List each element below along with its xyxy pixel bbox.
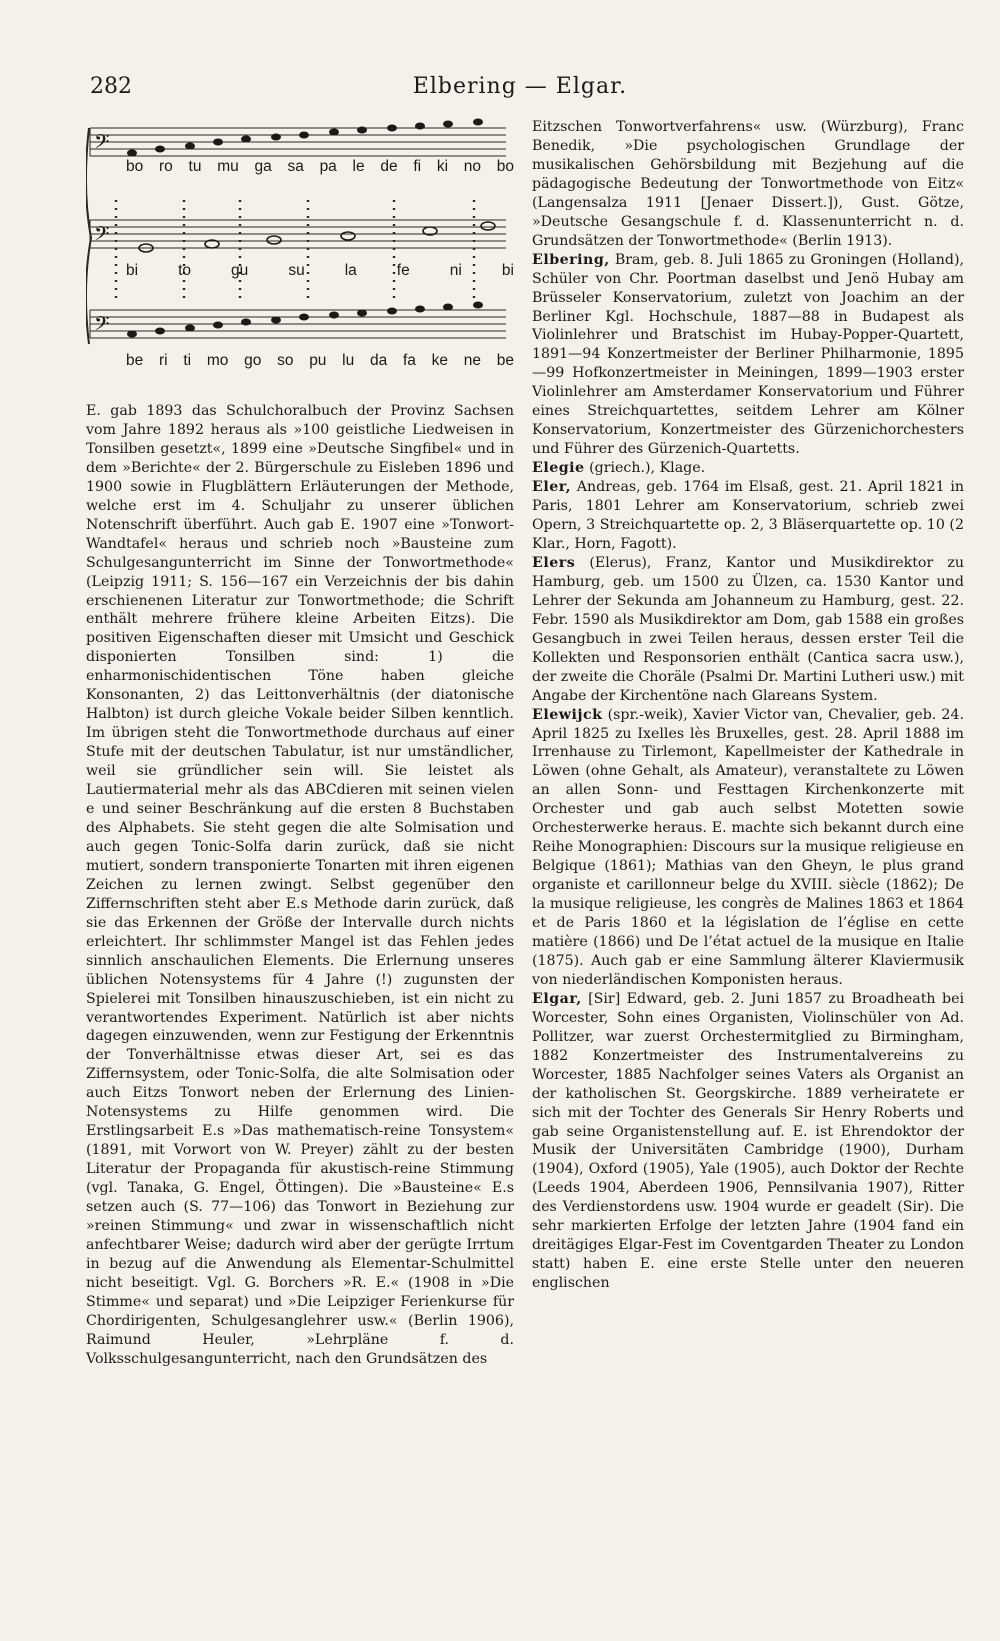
entry-elgar: [532, 990, 964, 1293]
syllable: su: [288, 262, 305, 279]
entry-elbering: [532, 251, 964, 459]
syllable: no: [463, 158, 482, 175]
syllable: mo: [206, 352, 229, 369]
entry-text: (spr.-weik), Xavier Victor van, Chevalier, geb. 24. April 1825 zu Ixelles lès Bruxelles, gest. 28. April 1888 im Irrenhause zu Tirlemont, Kapellmeister der Kathedrale in Löwen (ohne Gehalt, als Amateur), veranstaltete zu Löwen an allen Sonn- und Festtagen Kirchenkonzerte mit Orchester und gab auch selbst Motetten sowie Orchesterwerke heraus. E. machte sich bekannt durch eine Reihe Monographien: Discours sur la musique religieuse en Belgique (1861); Mathias van den Gheyn, le plus grand organiste et carillonneur belge du XVIII. siècle (1862); De la musique religieuse, les congrès de Malines 1863 et 1864 et de Paris 1860 et la législation de l’église en cette matière (1866) und De l’état actuel de la musique en Italie (1875). Auch gab er eine Sammlung älterer Klaviermusik von niederländischen Komponisten heraus.: [532, 706, 964, 988]
syllable: go: [244, 352, 262, 369]
entry-headword: Elegie: [532, 460, 585, 477]
syllable: to: [178, 262, 192, 279]
syllable: mu: [217, 158, 239, 175]
syllable: bo: [126, 158, 144, 175]
page-header: [80, 74, 960, 104]
svg-text:𝄢: 𝄢: [94, 222, 110, 250]
entry-headword: Elewijck: [532, 706, 603, 723]
syllable: bi: [126, 262, 139, 279]
syllable: ro: [158, 158, 173, 175]
syllable-row-3: [126, 352, 514, 371]
entry-headword: Elers: [532, 554, 576, 571]
syllable: be: [496, 352, 514, 369]
entry-text: (Elerus), Franz, Kantor und Musikdirektor zu Hamburg, geb. um 1500 zu Ülzen, ca. 1530 Kantor und Lehrer der Sekunda am Johanneum zu Hamburg, gest. 22. Febr. 1590 als Musikdirektor am Dom, gab 1588 ein großes Gesangbuch in zwei Teilen heraus, dessen erster Teil die Kollekten und Responsorien enthält (Cantica sacra usw.), der zweite die Choräle (Psalmi Dr. Martini Lutheri usw.) mit Angabe der Kirchentöne nach Glareans System.: [532, 554, 964, 704]
svg-text:𝄢: 𝄢: [94, 312, 110, 340]
syllable: le: [352, 158, 365, 175]
syllable: de: [380, 158, 398, 175]
syllable-row-2: [126, 262, 514, 281]
entry-text: Bram, geb. 8. Juli 1865 zu Groningen (Holland), Schüler von Chr. Poortman daselbst und Jenö Hubay am Brüsseler Konservatorium, zuletzt von Joachim an der Berliner Kgl. Hochschule, 1887—88 in Budapest als Violinlehrer und Bratschist im Hubay-Popper-Quartett, 1891—94 Konzertmeister der Berliner Philharmonie, 1895—99 Hofkonzertmeister in Meiningen, 1899—1903 erster Violinlehrer am Amsterdamer Konservatorium und Führer eines Streichquartettes, seitdem Lehrer am Kölner Konservatorium, Konzertmeister des Gürzenichorchesters und Führer des Gürzenich-Quartetts.: [532, 251, 964, 458]
page-number: 282: [90, 74, 132, 99]
syllable: pu: [309, 352, 327, 369]
left-column: [86, 118, 514, 1369]
svg-text:𝄢: 𝄢: [94, 130, 110, 158]
entry-text: Andreas, geb. 1764 im Elsaß, gest. 21. April 1821 in Paris, 1801 Lehrer am Konservatorium, schrieb zwei Opern, 3 Streichquartette op. 2, 3 Bläserquartette op. 10 (2 Klar., Horn, Fagott).: [532, 479, 964, 552]
syllable: fi: [413, 158, 422, 175]
entry-text: (griech.), Klage.: [589, 460, 706, 477]
syllable: pa: [319, 158, 337, 175]
syllable: lu: [342, 352, 355, 369]
syllable: ni: [449, 262, 462, 279]
entry-text: [Sir] Edward, geb. 2. Juni 1857 zu Broadheath bei Worcester, Sohn eines Organisten, Violinschüler von Ad. Pollitzer, war zuerst Orchestermitglied zu Birmingham, 1882 Konzertmeister des Instrumentalvereins zu Worcester, 1885 Nachfolger seines Vaters als Organist an der katholischen St. Georgskirche. 1889 verheiratete er sich mit der Tochter des Generals Sir Henry Roberts und gab seine Organistenstellung auf. E. ist Ehrendoktor der Musik der Universitäten Cambridge (1900), Durham (1904), Oxford (1905), Yale (1905), auch Doktor der Rechte (Leeds 1904, Aberdeen 1906, Pennsilvania 1907), Ritter des Verdienstordens usw. 1904 wurde er geadelt (Sir). Die sehr markierten Erfolge der letzten Jahre (1904 fand ein dreitägiges Elgar-Fest im Coventgarden Theater zu London statt) haben E. eine erste Stelle unter den neueren englischen: [532, 990, 965, 1292]
entry-eler: [532, 478, 964, 554]
syllable: fa: [402, 352, 416, 369]
running-head: Elbering — Elgar.: [412, 74, 628, 99]
entry-elers: [532, 554, 964, 706]
body-paragraph: E. gab 1893 das Schulchoralbuch der Provinz Sachsen vom Jahre 1892 heraus als »100 geistliche Liedweisen in Tonsilben gesetzt«, 1899 eine »Deutsche Singfibel« und in dem »Berichte« der 2. Bürgerschule zu Eisleben 1896 und 1900 sowie in Flugblättern Erläuterungen der Methode, welche erst im 4. Schuljahr zu unserer üblichen Notenschrift überführt. Auch gab E. 1907 eine »Tonwort-Wandtafel« heraus und schrieb noch »Bausteine zum Schulgesangunterricht im Sinne der Tonwortmethode« (Leipzig 1911; S. 156—167 ein Verzeichnis der bis dahin erschienenen Literatur zur Tonwortmethode; die Schrift enthält mehrere frühere kleine Arbeiten Eitzs). Die positiven Eigenschaften dieser mit Umsicht und Geschick disponierten Tonsilben sind: 1) die enharmonischidentischen Töne haben gleiche Konsonanten, 2) das Leittonverhältnis (der diatonische Halbton) ist durch gleiche Vokale beider Silben kenntlich. Im übrigen steht die Tonwortmethode durchaus auf einer Stufe mit der deutschen Tabulatur, ist nur umständlicher, weil sie gründlicher sein will. Sie leistet als Lautiermaterial mehr als das ABCdieren mit seinen vielen e und seiner Beschränkung auf die ersten 8 Buchstaben des Alphabets. Sie steht gegen die alte Solmisation und auch gegen Tonic-Solfa darin zurück, daß sie nicht mutiert, sondern transponierte Tonarten mit ihren eigenen Zeichen zu lernen zwingt. Selbst gegenüber den Ziffernschriften steht aber E.s Methode darin zurück, daß sie das Erkennen der Größe der Intervalle durch nichts erleichtert. Ihr schlimmster Mangel ist das Fehlen jedes sinnlich anschaulichen Elements. Die Erlernung unseres üblichen Notensystems für 4 Jahre (!) zugunsten der Spielerei mit Tonsilben hinauszuschieben, ist ein nicht zu verantwortendes Experiment. Natürlich ist aber nichts dagegen einzuwenden, wenn zur Festigung der Erkenntnis der Tonverhältnisse etwas dieser Art, sei es das Ziffernsystem, oder Tonic-Solfa, die alte Solmisation oder auch Eitzs Tonwort neben der Erlernung des Linien-Notensystems zu Hilfe genommen wird. Die Erstlingsarbeit E.s »Das mathematisch-reine Tonsystem« (1891, mit Vorwort von W. Preyer) zählt zu der besten Literatur der Propaganda für akustisch-reine Stimmung (vgl. Tanaka, G. Engel, Öttingen). Die »Bausteine« E.s setzen auch (S. 77—106) das Tonwort in Beziehung zur »reinen Stimmung« und zwar in wissenschaftlich nicht anfechtbarer Weise; dadurch wird aber der gerügte Irrtum in bezug auf die Anwendung als Elementar-Schulmittel nicht beseitigt. Vgl. G. Borchers »R. E.« (1908 in »Die Stimme« und separat) und »Die Leipziger Ferienkurse für Chordirigenten, Schulgesanglehrer usw.« (Berlin 1906), Raimund Heuler, »Lehrpläne f. d. Volksschulgesangunterricht, nach den Grundsätzen des: [86, 403, 514, 1367]
entry-headword: Elbering,: [532, 251, 610, 268]
syllable: gu: [231, 262, 249, 279]
music-example: [86, 118, 514, 396]
syllable: bo: [496, 158, 514, 175]
syllable: ne: [463, 352, 481, 369]
syllable-row-1: [126, 158, 514, 177]
syllable: tu: [188, 158, 202, 175]
continuation-paragraph: Eitzschen Tonwortverfahrens« usw. (Würzburg), Franc Benedik, »Die psychologischen Grundlage der musikalischen Gehörsbildung mit Bezjehung auf die pädagogische Bedeutung der Tonwortmethode von Eitz« (Langensalza 1911 [Jenaer Dissert.]), Gust. Götze, »Deutsche Gesangschule f. d. Klassenunterricht n. d. Grundsätzen der Tonwortmethode« (Berlin 1913).: [532, 119, 964, 249]
syllable: be: [126, 352, 144, 369]
entry-headword: Eler,: [532, 479, 572, 496]
syllable: la: [344, 262, 357, 279]
syllable: sa: [287, 158, 304, 175]
syllable: bi: [501, 262, 514, 279]
entry-elewijck: [532, 706, 964, 990]
syllable: so: [277, 352, 294, 369]
syllable: da: [369, 352, 388, 369]
syllable: ga: [254, 158, 272, 175]
syllable: ri: [158, 352, 168, 369]
right-column: [532, 118, 964, 1293]
entry-elegie: [532, 459, 964, 478]
syllable: ki: [436, 158, 449, 175]
syllable: ti: [183, 352, 192, 369]
entry-headword: Elgar,: [532, 990, 582, 1007]
syllable: ke: [431, 352, 449, 369]
syllable: fe: [396, 262, 410, 279]
